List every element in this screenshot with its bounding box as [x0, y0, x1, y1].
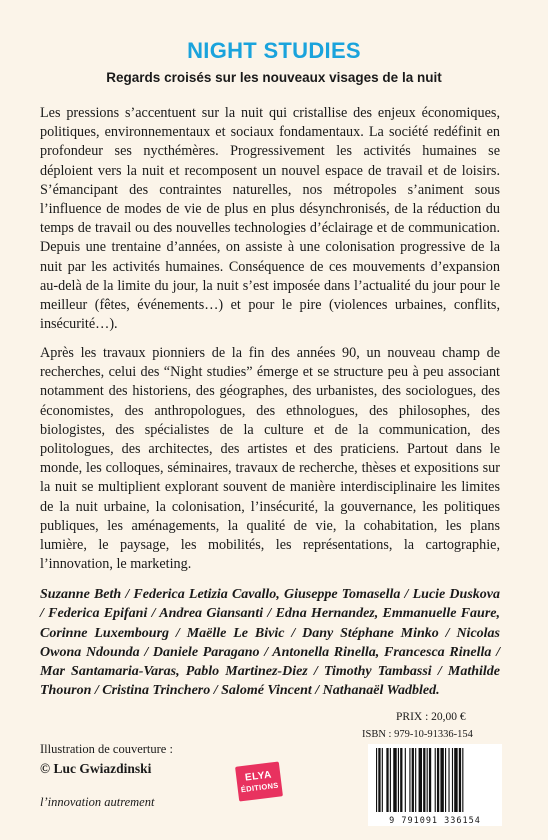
book-subtitle: Regards croisés sur les nouveaux visages de la nuit [106, 70, 442, 85]
illustration-label: Illustration de couverture : [40, 742, 173, 756]
book-title: NIGHT STUDIES [187, 38, 361, 63]
summary-paragraph-2: Après les travaux pionniers de la fin des années 90, un nouveau champ de recherches, celui des “Night studies” émerge et se structure peu à peu associant notamment des historiens, des géographes, des urbanistes, des sociologues, des économistes, des anthropologues, des ethnologues, des philosophes, des biologistes, des spécialistes de la culture et de la communication, des politologues, des architectes, des artistes et des praticiens. Partout dans le monde, les colloques, séminaires, travaux de recherche, thèses et expositions sur la nuit se multiplient explorant souvent de manière interdisciplinaire les limites de la nuit urbaine, la colonisation, l’insécurité, la gouvernance, les politiques publiques, les aménagements, la qualité de vie, la cohabitation, les plans lumière, le paysage, les mobilités, les représentations, la cartographie, l’innovation, le marketing. [40, 345, 500, 573]
publisher-logo [235, 761, 283, 801]
illustration-credit: © Luc Gwiazdinski [40, 761, 152, 776]
price-label: PRIX : 20,00 € [396, 711, 466, 723]
publisher-tagline: l’innovation autrement [40, 795, 155, 809]
isbn-label: ISBN : 979-10-91336-154 [362, 729, 473, 740]
publisher-logo-name: ELYA [244, 768, 273, 784]
barcode-bars [368, 744, 502, 816]
summary-paragraph-1: Les pressions s’accentuent sur la nuit qui cristallise des enjeux économiques, politiques, environnementaux et sociaux fondamentaux. La société redéfinit en profondeur ses nycthémères. Progressivement les activités humaines se déploient vers la nuit et recomposent un nouvel espace de travail et de loisirs. S’émancipant des contraintes naturelles, nos métropoles s’animent sous l’influence de modes de vie de plus en plus désynchronisés, de la réduction du temps de travail ou des nouvelles technologies d’éclairage et de communication. Depuis une trentaine d’années, on assiste à une colonisation progressive de la nuit par les activités humaines. Conséquence de ces mouvements d’expansion au-delà de la limite du jour, la nuit s’est imposée dans l’actualité du jour pour le meilleur (fêtes, événements…) et pour le pire (violences urbaines, conflits, insécurité…). [40, 105, 500, 333]
contributors-list: Suzanne Beth / Federica Letizia Cavallo, Giuseppe Tomasella / Lucie Duskova / Federica Epifani / Andrea Giansanti / Edna Hernandez, Emmanuelle Faure, Corinne Luxembourg / Maëlle Le Bivic / Dany Stéphane Minko / Nicolas Owona Ndounda / Daniele Paragano / Antonella Rinella, Francesca Rinella / Mar Santamaria-Varas, Pablo Martinez-Diez / Timothy Tambassi / Mathilde Thouron / Cristina Trinchero / Salomé Vincent / Nathanaël Wadbled. [40, 587, 500, 699]
publisher-logo-sub: ÉDITIONS [240, 780, 279, 794]
isbn-barcode [368, 744, 502, 816]
barcode-number: 9 791091 336154 [368, 816, 502, 826]
